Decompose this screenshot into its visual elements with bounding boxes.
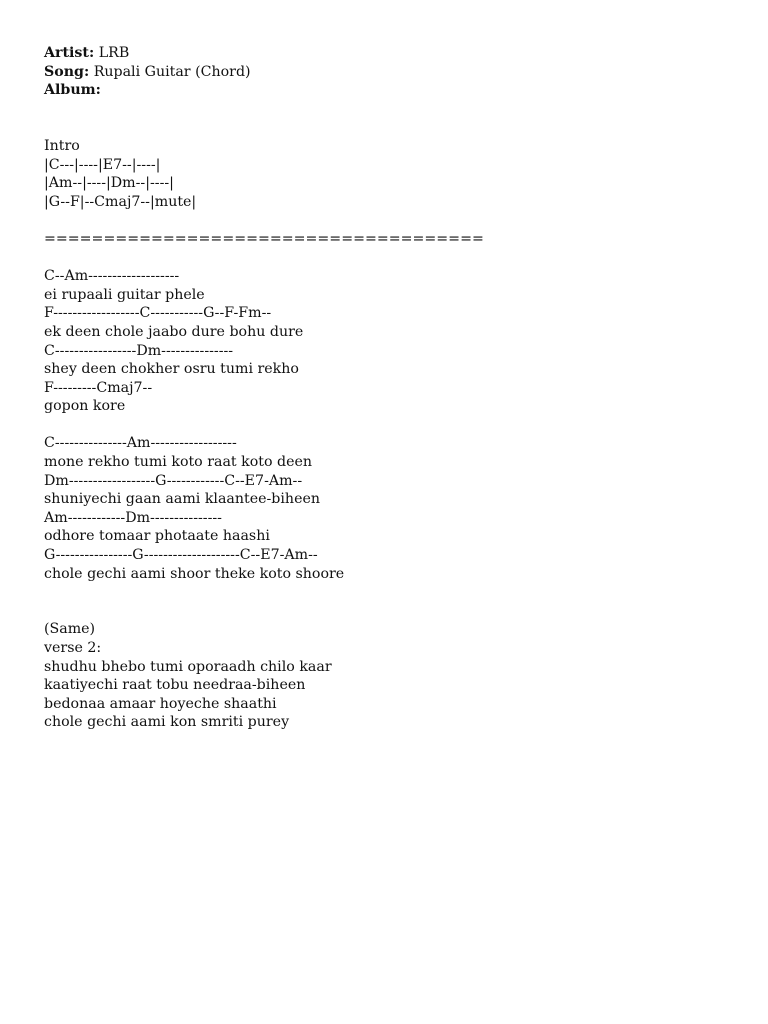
- chord-sheet: [44, 44, 744, 732]
- chord-line: C--Am-------------------: [44, 268, 180, 285]
- verse-label: verse 2:: [44, 640, 102, 656]
- lyric-line: ek deen chole jaabo dure bohu dure: [44, 323, 304, 340]
- song-line: [44, 63, 744, 82]
- lyric-line: kaatiyechi raat tobu needraa-biheen: [44, 677, 306, 694]
- spacer: [44, 249, 744, 268]
- lyric-line: ei rupaali guitar phele: [44, 286, 205, 303]
- intro-bar: |C---|----|E7--|----|: [44, 156, 161, 173]
- chord-line: Am------------Dm---------------: [44, 509, 222, 526]
- lyric-line: chole gechi aami shoor theke koto shoore: [44, 565, 345, 582]
- lyric-line: shudhu bhebo tumi oporaadh chilo kaar: [44, 658, 332, 675]
- chord-line: Dm------------------G------------C--E7-Am--: [44, 472, 303, 489]
- same-note: (Same): [44, 621, 96, 638]
- spacer: [44, 211, 744, 230]
- spacer: [44, 100, 744, 137]
- intro-title: Intro: [44, 137, 80, 154]
- chord-line: C-----------------Dm---------------: [44, 342, 234, 359]
- album-line: [44, 81, 744, 100]
- artist-label: Artist:: [44, 45, 95, 61]
- lyric-line: chole gechi aami kon smriti purey: [44, 714, 290, 731]
- lyric-line: shuniyechi gaan aami klaantee-biheen: [44, 491, 320, 508]
- chord-line: F------------------C-----------G--F-Fm--: [44, 305, 272, 322]
- spacer: [44, 416, 744, 435]
- chord-line: C---------------Am------------------: [44, 435, 237, 452]
- lyric-line: gopon kore: [44, 398, 126, 415]
- album-label: Album:: [44, 82, 101, 99]
- chord-line: G----------------G--------------------C--E7-Am--: [44, 547, 318, 564]
- lyric-line: mone rekho tumi koto raat koto deen: [44, 454, 313, 471]
- lyric-line: odhore tomaar photaate haashi: [44, 528, 270, 545]
- artist-value: LRB: [94, 45, 130, 61]
- separator-line: =====================================: [44, 230, 484, 247]
- lyric-line: bedonaa amaar hoyeche shaathi: [44, 695, 277, 712]
- song-label: Song:: [44, 63, 90, 80]
- intro-bar: |G--F|--Cmaj7--|mute|: [44, 193, 197, 210]
- intro-bar: |Am--|----|Dm--|----|: [44, 175, 174, 192]
- lyric-line: shey deen chokher osru tumi rekho: [44, 361, 299, 378]
- artist-line: [44, 44, 744, 63]
- song-value: Rupali Guitar (Chord): [89, 63, 251, 80]
- spacer: [44, 583, 744, 620]
- chord-line: F---------Cmaj7--: [44, 379, 153, 396]
